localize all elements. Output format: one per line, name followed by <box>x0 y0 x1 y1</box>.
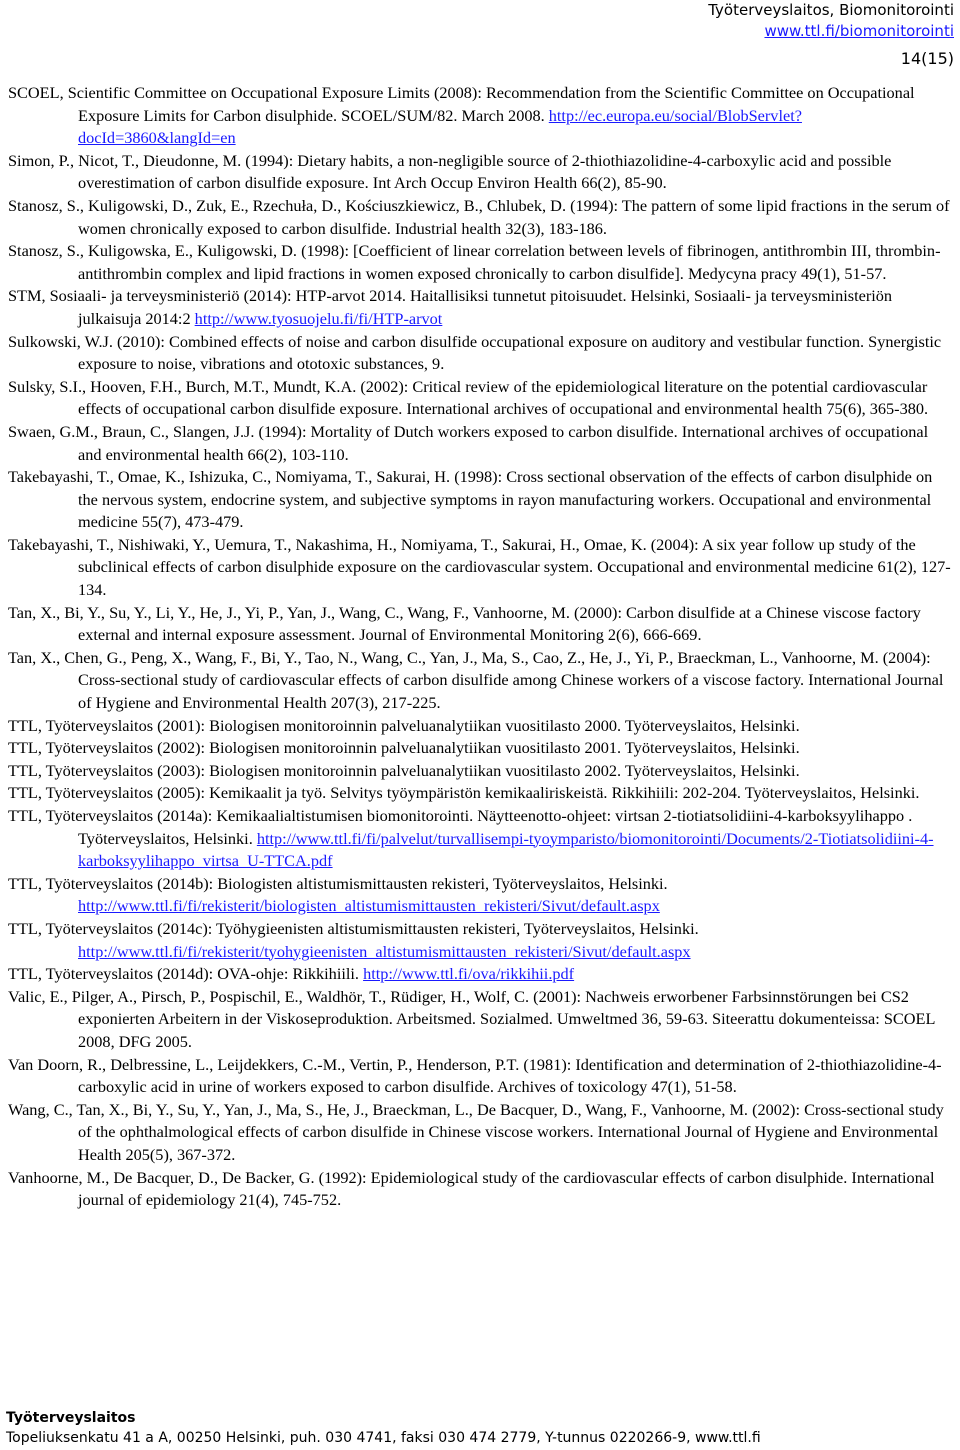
page-header <box>708 0 954 42</box>
reference-link[interactable]: http://www.ttl.fi/fi/rekisterit/tyohygieenisten_altistumismittausten_rekisteri/Sivut/default.aspx <box>78 941 691 961</box>
reference-list <box>8 82 952 1212</box>
reference-entry <box>8 737 952 760</box>
reference-link[interactable]: http://www.ttl.fi/ova/rikkihii.pdf <box>363 964 575 984</box>
reference-entry <box>8 715 952 738</box>
reference-entry <box>8 82 952 150</box>
reference-link[interactable]: http://www.tyosuojelu.fi/fi/HTP-arvot <box>194 308 443 328</box>
reference-entry <box>8 782 952 805</box>
reference-entry <box>8 376 952 421</box>
reference-text: SCOEL, Scientific Committee on Occupational Exposure Limits (2008): Recommendation from the Scientific Committee on Occupational Exposure Limits for Carbon disulphide. SCOEL/SUM/82. March 2008. <box>8 83 915 125</box>
reference-text: Simon, P., Nicot, T., Dieudonne, M. (1994): Dietary habits, a non-negligible source of 2-thiothiazolidine-4-carboxylic acid and possible overestimation of carbon disulfide exposure. Int Arch Occup Environ Health 66(2), 85-90. <box>8 150 892 193</box>
reference-text: Takebayashi, T., Omae, K., Ishizuka, C., Nomiyama, T., Sakurai, H. (1998): Cross sectional observation of the effects of carbon disulphide on the nervous system, endocrine system, and subjective symptoms in rayon manufacturing workers. Occupational and environmental medicine 55(7), 473-479. <box>8 467 933 532</box>
reference-text: Swaen, G.M., Braun, C., Slangen, J.J. (1994): Mortality of Dutch workers exposed to carbon disulfide. International archives of occupational and environmental health 66(2), 103-110. <box>8 421 929 464</box>
reference-entry <box>8 534 952 602</box>
reference-entry <box>8 1167 952 1212</box>
reference-text: TTL, Työterveyslaitos (2001): Biologisen monitoroinnin palveluanalytiikan vuositilasto 2000. Työterveyslaitos, Helsinki. <box>8 715 800 735</box>
reference-text: TTL, Työterveyslaitos (2014b): Biologisten altistumismittausten rekisteri, Työterveyslaitos, Helsinki. <box>8 873 668 893</box>
reference-text: Vanhoorne, M., De Bacquer, D., De Backer, G. (1992): Epidemiological study of the cardiovascular effects of carbon disulphide. International journal of epidemiology 21(4), 745-752. <box>8 1167 935 1210</box>
reference-entry <box>8 1054 952 1099</box>
reference-entry <box>8 918 952 963</box>
reference-text: STM, Sosiaali- ja terveysministeriö (2014): HTP-arvot 2014. Haitallisiksi tunnetut pitoisuudet. Helsinki, Sosiaali- ja terveysministeriön julkaisuja 2014:2 <box>8 286 893 328</box>
reference-text: Valic, E., Pilger, A., Pirsch, P., Pospischil, E., Waldhör, T., Rüdiger, H., Wolf, C. (2001): Nachweis erworbener Farbsinnstörungen bei CS2 exponierten Arbeitern in der Viskoseproduktion. Arbeitsmed. Sozialmed. Umweltmed 36, 59-63. Siteerattu dokumenteissa: SCOEL 2008, DFG 2005. <box>8 986 935 1051</box>
footer-address: Topeliuksenkatu 41 a A, 00250 Helsinki, puh. 030 4741, faksi 030 474 2779, Y-tunnus 0220266-9, www.ttl.fi <box>6 1430 761 1446</box>
reference-text: Tan, X., Bi, Y., Su, Y., Li, Y., He, J., Yi, P., Yan, J., Wang, C., Wang, F., Vanhoorne, M. (2000): Carbon disulfide at a Chinese viscose factory external and internal exposure assessment. Journal of Environmental Monitoring 2(6), 666-669. <box>8 602 921 645</box>
header-org: Työterveyslaitos, Biomonitorointi <box>708 1 954 19</box>
reference-text: TTL, Työterveyslaitos (2005): Kemikaalit ja työ. Selvitys työympäristön kemikaaliriskeistä. Rikkihiili: 202-204. Työterveyslaitos, Helsinki. <box>8 783 920 803</box>
page-number: 14(15) <box>900 49 954 68</box>
reference-entry <box>8 986 952 1054</box>
reference-link[interactable]: http://www.ttl.fi/fi/rekisterit/biologisten_altistumismittausten_rekisteri/Sivut/default.aspx <box>78 896 660 916</box>
header-link[interactable]: www.ttl.fi/biomonitorointi <box>764 22 954 40</box>
reference-link[interactable]: http://www.ttl.fi/fi/palvelut/turvallisempi-tyoymparisto/biomonitorointi/Documents/2-Tiotiatsolidiini-4-karboksyylihappo_virtsa_U-TTCA.pdf <box>78 828 934 871</box>
reference-entry <box>8 331 952 376</box>
reference-entry <box>8 195 952 240</box>
reference-text: TTL, Työterveyslaitos (2014c): Työhygieenisten altistumismittausten rekisteri, Työterveyslaitos, Helsinki. <box>8 918 699 938</box>
reference-text: Tan, X., Chen, G., Peng, X., Wang, F., Bi, Y., Tao, N., Wang, C., Yan, J., Ma, S., Cao, Z., He, J., Yi, P., Braeckman, L., Vanhoorne, M. (2004): Cross-sectional study of cardiovascular effects of carbon disulfide among Chinese workers of a viscose factory. International Journal of Hygiene and Environmental Health 207(3), 217-225. <box>8 647 944 713</box>
reference-text: Sulsky, S.I., Hooven, F.H., Burch, M.T., Mundt, K.A. (2002): Critical review of the epidemiological literature on the potential cardiovascular effects of occupational carbon disulfide exposure. International archives of occupational and environmental health 75(6), 365-380. <box>8 376 929 419</box>
reference-entry <box>8 963 952 986</box>
reference-text: Sulkowski, W.J. (2010): Combined effects of noise and carbon disulfide occupational exposure on auditory and vestibular function. Synergistic exposure to noise, vibrations and ototoxic substances, 9. <box>8 331 942 374</box>
reference-text: Wang, C., Tan, X., Bi, Y., Su, Y., Yan, J., Ma, S., He, J., Braeckman, L., De Bacquer, D., Wang, F., Vanhoorne, M. (2002): Cross-sectional study of the ophthalmological effects of carbon disulfide in Chinese viscose workers. International Journal of Hygiene and Environmental Health 205(5), 367-372. <box>8 1099 944 1164</box>
reference-text: TTL, Työterveyslaitos (2002): Biologisen monitoroinnin palveluanalytiikan vuositilasto 2001. Työterveyslaitos, Helsinki. <box>8 738 800 758</box>
reference-entry <box>8 760 952 783</box>
reference-text: Stanosz, S., Kuligowski, D., Zuk, E., Rzechuła, D., Kościuszkiewicz, B., Chlubek, D. (1994): The pattern of some lipid fractions in the serum of women chronically exposed to carbon disulfide. Industrial health 32(3), 183-186. <box>8 195 950 238</box>
page-footer <box>6 1408 956 1448</box>
footer-org: Työterveyslaitos <box>6 1410 136 1426</box>
reference-entry <box>8 466 952 534</box>
reference-text: Takebayashi, T., Nishiwaki, Y., Uemura, T., Nakashima, H., Nomiyama, T., Sakurai, H., Omae, K. (2004): A six year follow up study of the subclinical effects of carbon disulphide exposure on the cardiovascular system. Occupational and environmental medicine 61(2), 127-134. <box>8 534 951 600</box>
reference-entry <box>8 240 952 285</box>
reference-entry <box>8 421 952 466</box>
reference-entry <box>8 647 952 715</box>
reference-entry <box>8 602 952 647</box>
reference-entry <box>8 1099 952 1167</box>
reference-entry <box>8 805 952 873</box>
reference-text: Van Doorn, R., Delbressine, L., Leijdekkers, C.-M., Vertin, P., Henderson, P.T. (1981): Identification and determination of 2-thiothiazolidine-4-carboxylic acid in urine of workers exposed to carbon disulfide. Archives of toxicology 47(1), 51-58. <box>8 1054 942 1097</box>
reference-entry <box>8 285 952 330</box>
reference-text: TTL, Työterveyslaitos (2003): Biologisen monitoroinnin palveluanalytiikan vuositilasto 2002. Työterveyslaitos, Helsinki. <box>8 760 800 780</box>
reference-entry <box>8 150 952 195</box>
reference-text: Stanosz, S., Kuligowska, E., Kuligowski, D. (1998): [Coefficient of linear correlation between levels of fibrinogen, antithrombin III, thrombin-antithrombin complex and lipid fractions in women exposed chronically to carbon disulfide]. Medycyna pracy 49(1), 51-57. <box>8 241 941 283</box>
reference-text: TTL, Työterveyslaitos (2014d): OVA-ohje: Rikkihiili. <box>8 964 364 984</box>
reference-entry <box>8 873 952 918</box>
reference-link[interactable]: http://ec.europa.eu/social/BlobServlet?docId=3860&langId=en <box>78 105 802 148</box>
reference-text: TTL, Työterveyslaitos (2014a): Kemikaalialtistumisen biomonitorointi. Näytteenotto-ohjeet: virtsan 2-tiotiatsolidiini-4-karboksyylihappo . Työterveyslaitos, Helsinki. <box>8 806 913 848</box>
